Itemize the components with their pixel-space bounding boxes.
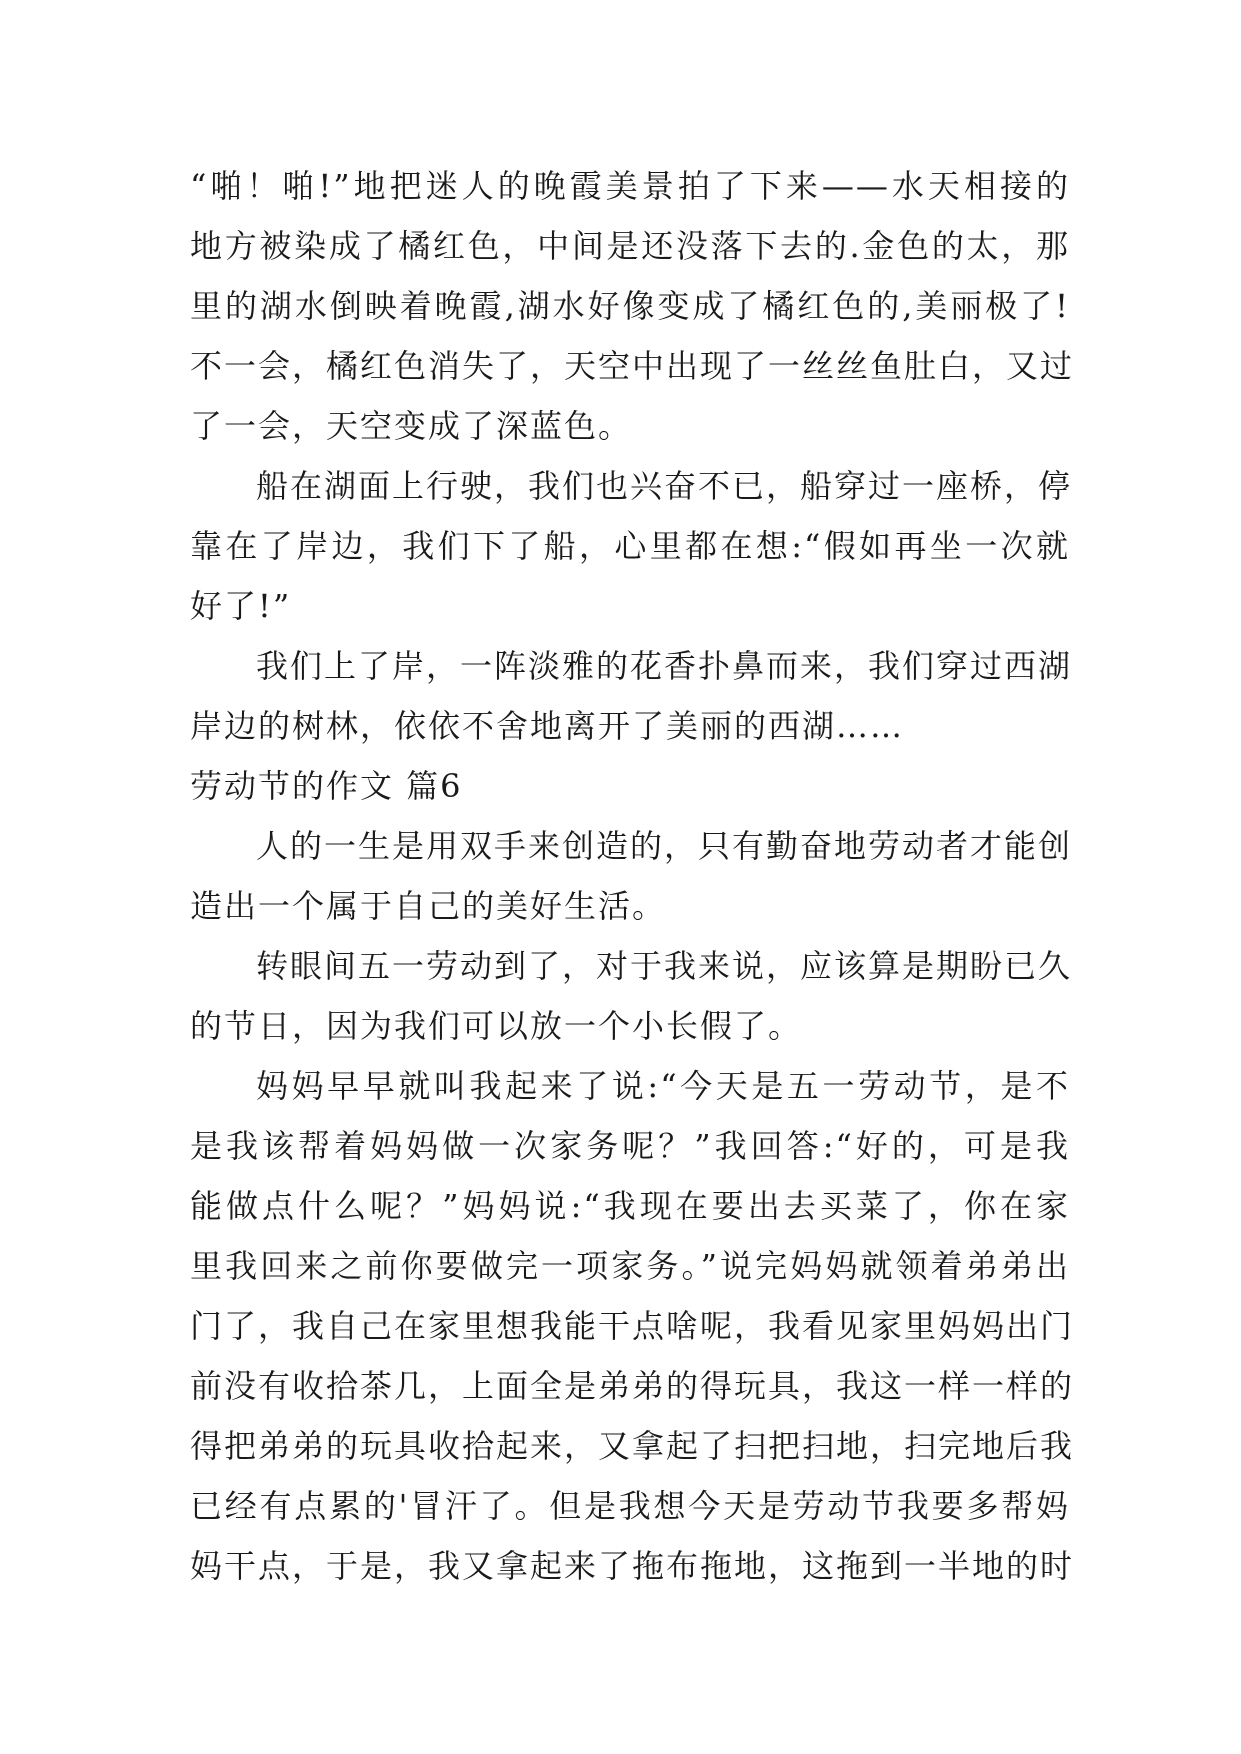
paragraph-line: 不一会，橘红色消失了，天空中出现了一丝丝鱼肚白，又过 <box>190 347 1075 385</box>
paragraph-line: 转眼间五一劳动到了，对于我来说，应该算是期盼已久 <box>256 947 1073 985</box>
section-heading: 劳动节的作文 篇6 <box>190 767 463 805</box>
paragraph-line: 已经有点累的'冒汗了。但是我想今天是劳动节我要多帮妈 <box>190 1487 1070 1525</box>
paragraph-line: 了一会，天空变成了深蓝色。 <box>190 407 633 445</box>
paragraph-line: 门了，我自己在家里想我能干点啥呢，我看见家里妈妈出门 <box>190 1307 1075 1345</box>
paragraph-line: 岸边的树林，依依不舍地离开了美丽的西湖…… <box>190 707 905 745</box>
paragraph-line: 妈干点，于是，我又拿起来了拖布拖地，这拖到一半地的时 <box>190 1547 1075 1585</box>
paragraph-line: 地方被染成了橘红色，中间是还没落下去的.金色的太，那 <box>190 227 1070 265</box>
paragraph-line: 好了!” <box>190 587 292 625</box>
paragraph-line: 是我该帮着妈妈做一次家务呢？”我回答:“好的，可是我 <box>190 1127 1070 1165</box>
paragraph-line: 前没有收拾茶几，上面全是弟弟的得玩具，我这一样一样的 <box>190 1367 1075 1405</box>
paragraph-line: 造出一个属于自己的美好生活。 <box>190 887 667 925</box>
paragraph-line: 靠在了岸边，我们下了船，心里都在想:“假如再坐一次就 <box>190 527 1070 565</box>
paragraph-line: “啪！啪!”地把迷人的晚霞美景拍了下来——水天相接的 <box>190 167 1070 205</box>
paragraph-line: 里我回来之前你要做完一项家务。”说完妈妈就领着弟弟出 <box>190 1247 1070 1285</box>
paragraph-line: 能做点什么呢？”妈妈说:“我现在要出去买菜了，你在家 <box>190 1187 1070 1225</box>
paragraph-line: 船在湖面上行驶，我们也兴奋不已，船穿过一座桥，停 <box>256 467 1073 505</box>
paragraph-line: 人的一生是用双手来创造的，只有勤奋地劳动者才能创 <box>256 827 1073 865</box>
paragraph-line: 妈妈早早就叫我起来了说:“今天是五一劳动节，是不 <box>256 1067 1070 1105</box>
paragraph-line: 得把弟弟的玩具收拾起来，又拿起了扫把扫地，扫完地后我 <box>190 1427 1075 1465</box>
paragraph-line: 我们上了岸，一阵淡雅的花香扑鼻而来，我们穿过西湖 <box>256 647 1073 685</box>
paragraph-line: 的节日，因为我们可以放一个小长假了。 <box>190 1007 803 1045</box>
paragraph-line: 里的湖水倒映着晚霞,湖水好像变成了橘红色的,美丽极了! <box>190 287 1070 325</box>
